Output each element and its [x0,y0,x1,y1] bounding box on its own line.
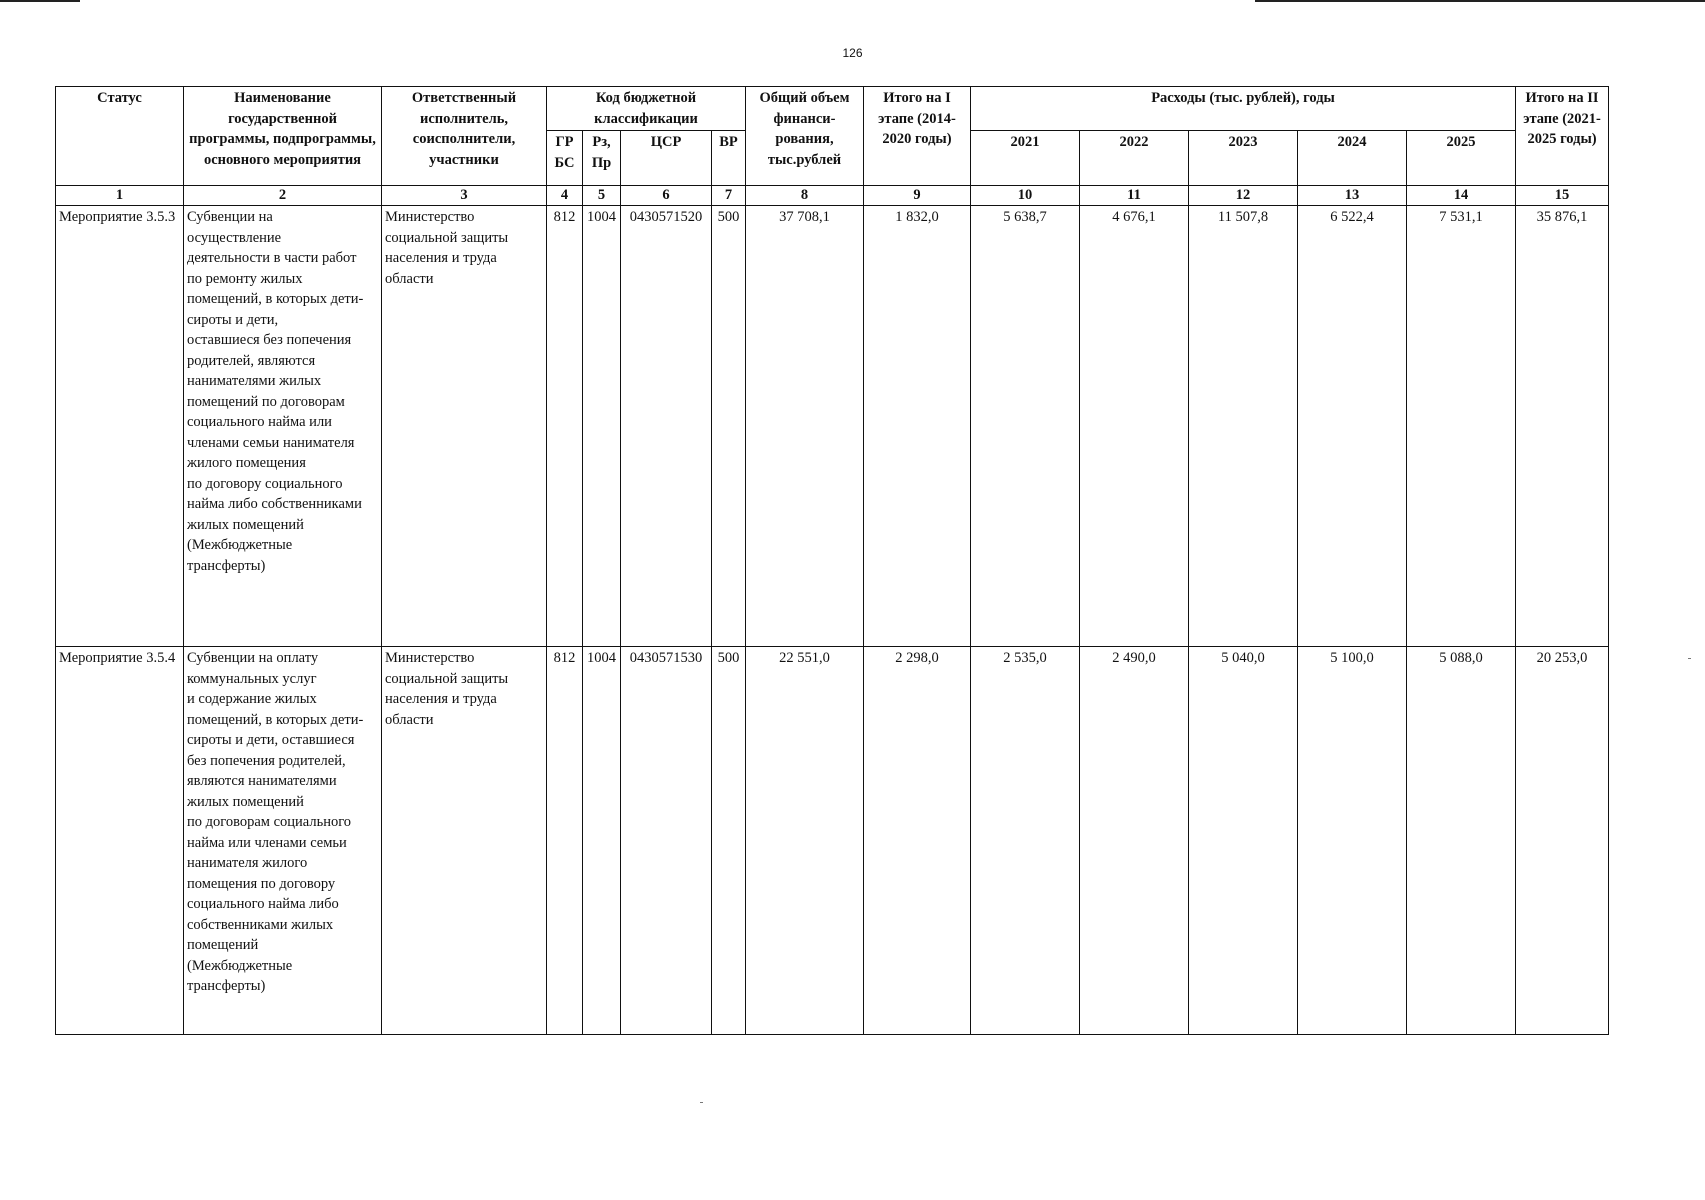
row-total: 37 708,1 [746,206,864,647]
row-total: 22 551,0 [746,647,864,1035]
column-number: 14 [1407,186,1516,206]
header-year-2023: 2023 [1189,131,1298,186]
row-2025: 7 531,1 [1407,206,1516,647]
row-stage2: 35 876,1 [1516,206,1609,647]
row-stage2: 20 253,0 [1516,647,1609,1035]
column-number: 11 [1080,186,1189,206]
row-vr: 500 [712,206,746,647]
column-number-row [56,186,1609,206]
row-2024: 5 100,0 [1298,647,1407,1035]
scan-speck [1688,658,1691,659]
column-number: 4 [547,186,583,206]
row-executor: Министерство социальной защиты населения и труда области [382,206,547,647]
row-name: Субвенции на оплату коммунальных услуг и содержание жилых помещений, в которых дети- сироты и дети, оставшиеся без попечения родителей, являются нанимателями жилых помещений по договорам социального найма или членами семьи нанимателя жилого помещения по договору социального найма либо собственниками жилых помещений (Межбюджетные трансферты) [184,647,382,1035]
column-number: 8 [746,186,864,206]
row-status: Мероприятие 3.5.3 [56,206,184,647]
header-year-2025: 2025 [1407,131,1516,186]
column-number: 7 [712,186,746,206]
column-number: 15 [1516,186,1609,206]
top-rule-right [1255,0,1705,2]
column-number: 2 [184,186,382,206]
header-executor: Ответственный исполнитель, соисполнители, участники [382,87,547,186]
header-total-volume: Общий объем финанси-рования, тыс.рублей [746,87,864,186]
column-number: 6 [621,186,712,206]
budget-table [55,86,1609,1035]
column-number: 9 [864,186,971,206]
column-number: 1 [56,186,184,206]
column-number: 5 [583,186,621,206]
header-csr: ЦСР [621,131,712,186]
row-grbs: 812 [547,206,583,647]
header-name: Наименование государственной программы, подпрограммы, основного мероприятия [184,87,382,186]
row-name: Субвенции на осуществление деятельности в части работ по ремонту жилых помещений, в которых дети- сироты и дети, оставшиеся без попечения родителей, являются нанимателями жилых помещений по договорам социального найма или членами семьи нанимателя жилого помещения по договору социального найма либо собственниками жилых помещений (Межбюджетные трансферты) [184,206,382,647]
row-rzpr: 1004 [583,647,621,1035]
header-expenses: Расходы (тыс. рублей), годы [971,87,1516,131]
column-number: 13 [1298,186,1407,206]
header-budget-code: Код бюджетной классификации [547,87,746,131]
table-row [56,647,1609,1035]
row-status: Мероприятие 3.5.4 [56,647,184,1035]
row-2022: 2 490,0 [1080,647,1189,1035]
row-2024: 6 522,4 [1298,206,1407,647]
row-grbs: 812 [547,647,583,1035]
row-2025: 5 088,0 [1407,647,1516,1035]
row-2021: 2 535,0 [971,647,1080,1035]
header-vr: ВР [712,131,746,186]
header-rzpr: Рз, Пр [583,131,621,186]
row-stage1: 2 298,0 [864,647,971,1035]
table-row [56,206,1609,647]
row-csr: 0430571520 [621,206,712,647]
column-number: 3 [382,186,547,206]
header-year-2022: 2022 [1080,131,1189,186]
header-stage1-total: Итого на I этапе (2014-2020 годы) [864,87,971,186]
row-stage1: 1 832,0 [864,206,971,647]
row-2023: 5 040,0 [1189,647,1298,1035]
top-rule-left [0,0,80,2]
row-executor: Министерство социальной защиты населения и труда области [382,647,547,1035]
column-number: 10 [971,186,1080,206]
row-vr: 500 [712,647,746,1035]
header-row-1 [56,87,1609,131]
scan-speck [700,1102,703,1103]
page-number: 126 [842,46,863,60]
header-stage2-total: Итого на II этапе (2021-2025 годы) [1516,87,1609,186]
row-csr: 0430571530 [621,647,712,1035]
row-2021: 5 638,7 [971,206,1080,647]
row-2023: 11 507,8 [1189,206,1298,647]
header-year-2021: 2021 [971,131,1080,186]
row-2022: 4 676,1 [1080,206,1189,647]
header-status: Статус [56,87,184,186]
header-grbs: ГР БС [547,131,583,186]
column-number: 12 [1189,186,1298,206]
row-rzpr: 1004 [583,206,621,647]
header-year-2024: 2024 [1298,131,1407,186]
